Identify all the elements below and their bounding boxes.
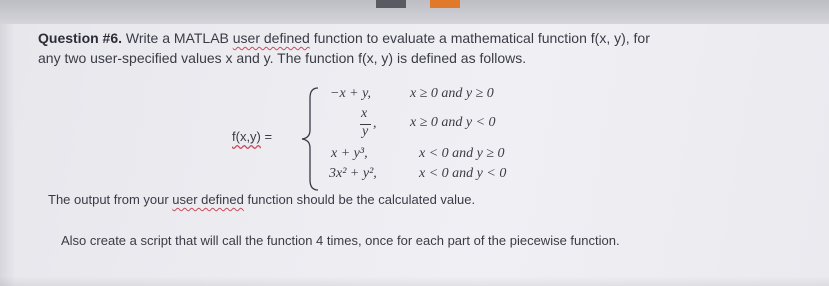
- function-lhs: [232, 129, 272, 144]
- tab-marker-dark: [376, 0, 406, 8]
- bottom-shadow: [0, 276, 829, 286]
- function-equals: =: [264, 129, 273, 144]
- case-3-condition: x < 0 and y ≥ 0: [419, 146, 505, 161]
- case-1-expression: −x + y,: [330, 86, 372, 101]
- output-text-pre: The output from your: [48, 192, 173, 207]
- top-strip: [0, 0, 829, 24]
- piecewise-brace: [296, 86, 326, 192]
- case-4-condition: x < 0 and y < 0: [419, 166, 507, 181]
- case-2-condition: x ≥ 0 and y < 0: [410, 115, 496, 130]
- question-text-post: function to evaluate a mathematical function f(x, y), for: [309, 30, 650, 46]
- case-4-expression: 3x² + y²,: [329, 166, 377, 181]
- question-text-link: user defined: [232, 30, 310, 46]
- function-name: f(x,y): [232, 129, 261, 144]
- question-label: Question #6.: [38, 30, 123, 46]
- case-3-expression: x + y³,: [331, 146, 368, 161]
- output-text-post: function should be the calculated value.: [243, 192, 476, 207]
- case-2-denominator: y: [362, 124, 369, 139]
- case-2-numerator: x: [361, 106, 368, 121]
- case-1-condition: x ≥ 0 and y ≥ 0: [410, 86, 494, 101]
- output-instruction: [48, 192, 475, 207]
- script-instruction: Also create a script that will call the function 4 times, once for each part of the piecewise function.: [61, 233, 620, 248]
- question-text-pre: Write a MATLAB: [125, 30, 233, 46]
- question-line-2: any two user-specified values x and y. The function f(x, y) is defined as follows.: [38, 50, 527, 66]
- case-2-comma: ,: [373, 116, 377, 131]
- tab-marker-orange: [430, 0, 460, 8]
- left-edge-shadow: [0, 24, 14, 286]
- output-text-link: user defined: [172, 192, 244, 207]
- question-line-1: [38, 30, 650, 46]
